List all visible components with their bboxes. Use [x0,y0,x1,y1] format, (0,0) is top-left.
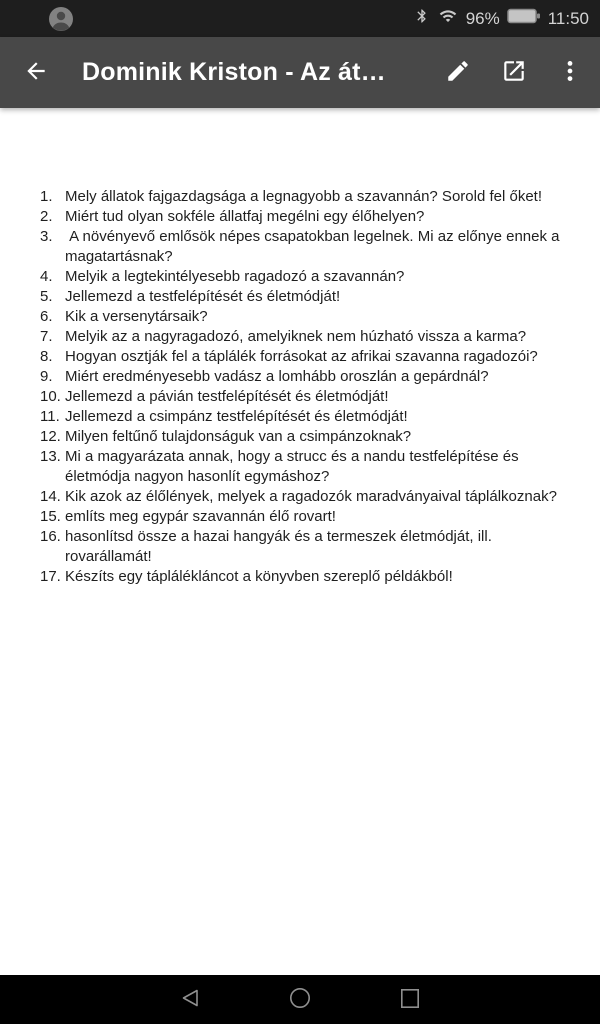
list-item-text: Melyik az a nagyragadozó, amelyiknek nem húzható vissza a karma? [65,328,527,345]
list-item-text: hasonlítsd össze a hazai hangyák és a termeszek életmódját, ill. rovarállamát! [65,528,497,565]
app-bar-actions [434,49,594,97]
question-list-item [40,287,588,307]
question-list-item [40,207,588,227]
list-item-number: 1. [40,188,53,205]
battery-percent: 96% [465,9,500,28]
question-list-item [40,487,588,507]
document-page[interactable] [0,108,600,975]
clock: 11:50 [547,9,589,28]
overflow-menu-icon [557,58,583,87]
list-item-text: Miért eredményesebb vadász a lomhább oroszlán a gepárdnál? [65,368,489,385]
list-item-text: Mi a magyarázata annak, hogy a strucc és a nandu testfelépítése és életmódja nagyon hasonlít egymáshoz? [65,448,523,485]
list-item-text: Jellemezd a testfelépítését és életmódját! [65,288,341,305]
list-item-number: 13. [40,448,61,465]
question-list-item [40,507,588,527]
list-item-text: Hogyan osztják fel a táplálék forrásokat az afrikai szavanna ragadozói? [65,348,538,365]
list-item-text: A növényevő emlősök népes csapatokban legelnek. Mi az előnye ennek a magatartásnak? [65,228,564,265]
list-item-number: 4. [40,268,53,285]
question-list-item [40,327,588,347]
list-item-number: 11. [40,408,60,425]
question-list-item [40,367,588,387]
question-list-item [40,427,588,447]
list-item-number: 17. [40,568,61,585]
person-avatar-icon [48,6,74,32]
nav-back-button[interactable] [176,986,204,1014]
question-list-item [40,407,588,427]
app-bar [0,37,600,108]
question-list-item [40,227,588,267]
nav-recents-button[interactable] [396,986,424,1014]
list-item-number: 10. [40,388,61,405]
list-item-number: 14. [40,488,61,505]
question-list-item [40,447,588,487]
list-item-number: 6. [40,308,53,325]
status-bar [0,0,600,37]
back-arrow-icon [23,58,49,87]
question-list-item [40,267,588,287]
edit-pencil-icon [445,58,471,87]
status-indicators [414,6,589,31]
list-item-number: 9. [40,368,53,385]
list-item-text: Jellemezd a pávián testfelépítését és életmódját! [65,388,389,405]
list-item-text: Milyen feltűnő tulajdonságuk van a csimpánzoknak? [65,428,412,445]
list-item-number: 2. [40,208,53,225]
nav-back-icon [180,988,201,1011]
edit-button[interactable] [434,49,482,97]
nav-home-button[interactable] [286,986,314,1014]
back-button[interactable] [12,49,60,97]
bluetooth-icon [414,6,430,31]
question-list-item [40,527,588,567]
document-title: Dominik Kriston - Az át… [82,58,386,86]
question-list-item [40,187,588,207]
list-item-text: Készíts egy táplálékláncot a könyvben szereplő példákból! [65,568,453,585]
open-in-new-button[interactable] [490,49,538,97]
nav-recents-icon [400,988,420,1012]
list-item-text: Mely állatok fajgazdagsága a legnagyobb a szavannán? Sorold fel őket! [65,188,542,205]
list-item-text: említs meg egypár szavannán élő rovart! [65,508,336,525]
list-item-text: Melyik a legtekintélyesebb ragadozó a szavannán? [65,268,405,285]
question-list-item [40,387,588,407]
question-list-item [40,307,588,327]
question-list-item [40,347,588,367]
battery-icon [507,7,541,30]
list-item-number: 7. [40,328,53,345]
list-item-text: Miért tud olyan sokféle állatfaj megélni egy élőhelyen? [65,208,425,225]
list-item-number: 16. [40,528,61,545]
nav-home-icon [289,987,311,1012]
android-nav-bar [0,975,600,1024]
list-item-text: Kik a versenytársaik? [65,308,208,325]
question-list-item [40,567,588,587]
list-item-text: Kik azok az élőlények, melyek a ragadozók maradványaival táplálkoznak? [65,488,557,505]
list-item-number: 15. [40,508,61,525]
list-item-number: 3. [40,228,53,245]
list-item-number: 8. [40,348,53,365]
list-item-text: Jellemezd a csimpánz testfelépítését és életmódját! [65,408,408,425]
more-options-button[interactable] [546,49,594,97]
open-in-new-icon [501,58,527,87]
wifi-icon [437,7,459,30]
list-item-number: 12. [40,428,61,445]
list-item-number: 5. [40,288,53,305]
